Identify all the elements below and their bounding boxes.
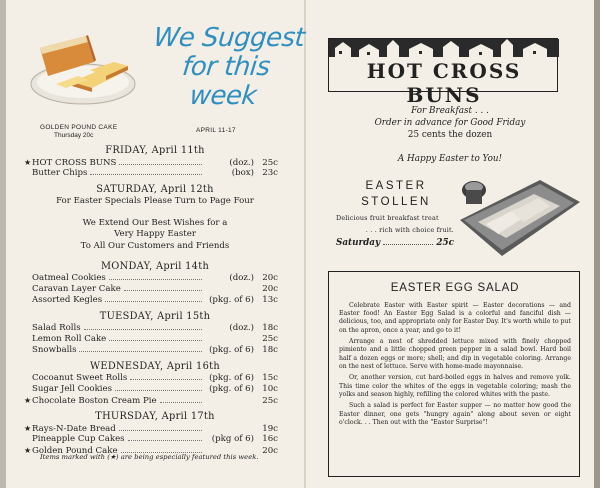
breakfast-line-1: For Breakfast . . . [411, 106, 489, 116]
menu-item-row [32, 168, 278, 179]
item-price: 25c [262, 158, 278, 168]
featured-star: ★ [24, 424, 32, 433]
leader-dots [119, 164, 202, 165]
item-unit: (pkg. of 6) [209, 384, 254, 394]
item-price: 13c [262, 295, 278, 305]
caption-price: Thursday 20c [54, 132, 94, 139]
menu-item-row [32, 284, 278, 295]
saturday-note: For Easter Specials Please Turn to Page Four [56, 196, 254, 206]
salad-body [339, 302, 571, 430]
stollen-description [336, 212, 454, 236]
item-price: 20c [262, 284, 278, 294]
headline-line-1: We Suggest [152, 23, 307, 53]
stollen-desc-line-1: Delicious fruit breakfast treat [336, 214, 439, 222]
item-price: 15c [262, 373, 278, 383]
day-heading-tuesday: TUESDAY, April 15th [99, 311, 211, 322]
menu-item-row [32, 373, 278, 384]
day-heading-friday: FRIDAY, April 11th [105, 145, 205, 156]
cake-caption [40, 124, 117, 140]
item-unit: (doz.) [229, 273, 254, 283]
leader-dots [128, 440, 202, 441]
featured-star: ★ [24, 446, 32, 455]
item-name: Salad Rolls [32, 323, 81, 333]
item-price: 25c [262, 396, 278, 406]
leader-dots [130, 379, 202, 380]
leader-dots [79, 351, 202, 352]
stollen-title-line-2: STOLLEN [361, 196, 431, 208]
leader-dots [119, 430, 202, 431]
menu-item-row [32, 384, 278, 395]
item-unit: (pkg. of 6) [209, 295, 254, 305]
menu-item-row [32, 323, 278, 334]
menu-item-row [32, 295, 278, 306]
scan-edge-strip [594, 0, 600, 488]
item-name: Caravan Layer Cake [32, 284, 121, 294]
breakfast-line-3: 25 cents the dozen [407, 130, 493, 140]
day-heading-wednesday: WEDNESDAY, April 16th [90, 361, 220, 372]
left-panel [6, 0, 307, 488]
salad-paragraph: Arrange a nest of shredded lettuce mixed with finely chopped pimiento and a little chopped green pepper in a salad bowl. Hard boil half a dozen eggs or more; shell; and dip in vegetable coloring. Arrange on the nest of lettuce. Serve with home-made mayonnaise. [339, 338, 571, 370]
stollen-photo [456, 176, 582, 258]
item-price: 19c [262, 424, 278, 434]
item-name: Lemon Roll Cake [32, 334, 107, 344]
featured-footnote: Items marked with (★) are being especially featured this week. [40, 453, 259, 461]
item-name: HOT CROSS BUNS [32, 158, 117, 168]
item-name: Oatmeal Cookies [32, 273, 106, 283]
leader-dots [105, 301, 202, 302]
menu-item-row [24, 157, 278, 168]
featured-star: ★ [24, 158, 32, 167]
stollen-price-row [336, 238, 454, 248]
hot-cross-buns-banner [328, 38, 558, 107]
stollen-price-label: Saturday [336, 238, 381, 248]
item-price: 25c [262, 334, 278, 344]
headline [141, 24, 310, 111]
day-heading-thursday: THURSDAY, April 17th [95, 411, 215, 422]
menu-item-row [24, 395, 278, 406]
salad-paragraph: Such a salad is perfect for Easter supper — no matter how good the Easter dinner, one gets "hungry again" along about seven or eight o'clock. . . Then out with the "Easter Surprise"! [339, 402, 571, 426]
leader-dots [90, 174, 202, 175]
item-price: 18c [262, 323, 278, 333]
stollen-desc-line-2: . . . rich with choice fruit. [365, 226, 454, 234]
item-name: Rays-N-Date Bread [32, 424, 116, 434]
item-name: Butter Chips [32, 168, 88, 178]
stollen-title-line-1: EASTER [365, 180, 427, 192]
leader-dots [109, 340, 202, 341]
leader-dots [84, 329, 202, 330]
salad-paragraph: Or, another version, cut hard-boiled eggs in halves and remove yolk. This time color the whites of the eggs in vegetable coloring; mash the yolks and season highly, refilling the colored whites with the paste. [339, 374, 571, 398]
item-price: 10c [262, 384, 278, 394]
banner-title: HOT CROSS BUNS [366, 59, 522, 107]
day-heading-monday: MONDAY, April 14th [100, 261, 210, 272]
menu-item-row [32, 345, 278, 356]
greeting-line-3: To All Our Customers and Friends [80, 240, 230, 251]
item-name: Assorted Kegles [32, 295, 103, 305]
date-range: APRIL 11-17 [196, 127, 236, 134]
item-unit: (doz.) [229, 323, 254, 333]
greeting-line-1: We Extend Our Best Wishes for a [82, 217, 228, 228]
breakfast-line-2: Order in advance for Good Friday [374, 118, 526, 128]
village-skyline-illustration [329, 39, 559, 57]
item-name: Pineapple Cup Cakes [32, 434, 125, 444]
menu-item-row [32, 273, 278, 284]
item-name: Chocolate Boston Cream Pie [32, 396, 157, 406]
featured-star: ★ [24, 396, 32, 405]
right-panel [306, 0, 594, 488]
headline-line-2: for this week [180, 52, 272, 111]
stollen-title [346, 178, 446, 210]
day-heading-saturday: SATURDAY, April 12th [96, 184, 214, 195]
menu-item-row [32, 434, 278, 445]
item-name: Sugar Jell Cookies [32, 384, 113, 394]
item-price: 20c [262, 446, 278, 456]
easter-egg-salad-box [328, 271, 580, 477]
stollen-price: 25c [436, 238, 454, 248]
leader-dots [383, 238, 433, 245]
menu-item-row [32, 334, 278, 345]
item-unit: (box) [231, 168, 254, 178]
item-unit: (doz.) [229, 158, 254, 168]
salad-title: EASTER EGG SALAD [390, 282, 520, 294]
item-unit: (pkg. of 6) [209, 345, 254, 355]
item-price: 18c [262, 345, 278, 355]
item-unit: (pkg of 6) [211, 434, 254, 444]
item-price: 16c [262, 434, 278, 444]
item-name: Snowballs [32, 345, 77, 355]
item-unit: (pkg. of 6) [209, 373, 254, 383]
leader-dots [124, 290, 202, 291]
pound-cake-illustration [28, 22, 138, 108]
weekly-menu [24, 140, 278, 456]
item-name: Cocoanut Sweet Rolls [32, 373, 128, 383]
item-name: Golden Pound Cake [32, 446, 118, 456]
happy-easter-line: A Happy Easter to You! [397, 154, 503, 164]
leader-dots [115, 390, 202, 391]
item-price: 23c [262, 168, 278, 178]
menu-item-row [24, 423, 278, 434]
leader-dots [109, 279, 202, 280]
leader-dots [160, 402, 202, 403]
caption-name: GOLDEN POUND CAKE [40, 124, 118, 131]
salad-paragraph: Celebrate Easter with Easter spirit — Easter decorations — and Easter food! An Easter Egg Salad is a colorful and fanciful dish — delicious, too, and appropriate only for Easter Day. It's worth while to put on the apron, once a year, and go to it! [339, 302, 571, 334]
item-price: 20c [262, 273, 278, 283]
greeting-line-2: Very Happy Easter [114, 229, 196, 239]
